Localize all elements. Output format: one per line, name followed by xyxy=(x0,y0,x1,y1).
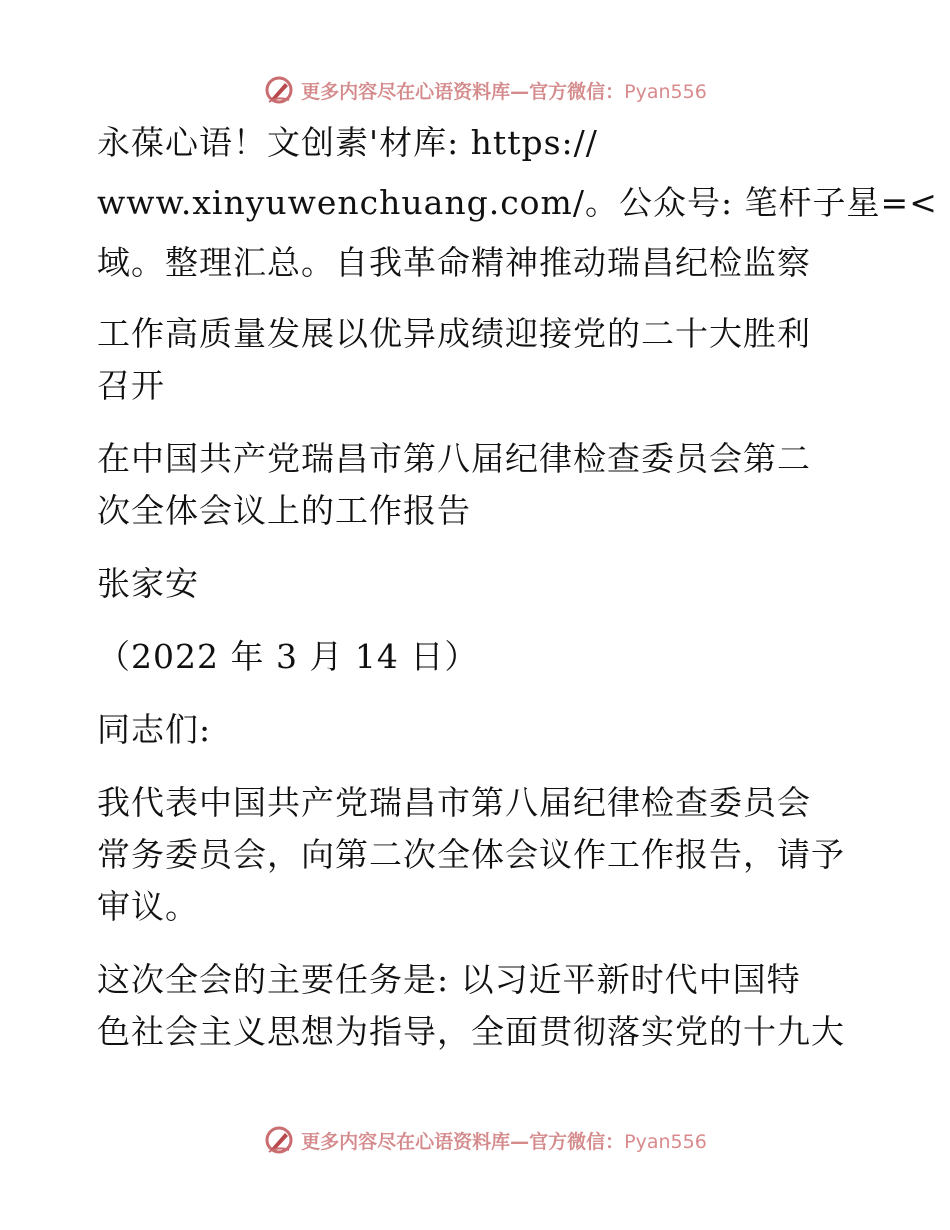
paragraph1-line-1: 我代表中国共产党瑞昌市第八届纪律检查委员会 xyxy=(97,783,811,822)
header-banner-inner xyxy=(263,74,707,106)
footer-banner xyxy=(0,1120,950,1160)
footer-banner-inner xyxy=(263,1124,707,1156)
document-body xyxy=(97,122,938,1052)
paragraph2-line-1: 这次全会的主要任务是: 以习近平新时代中国特 xyxy=(97,960,801,999)
date: （2022 年 3 月 14 日） xyxy=(97,637,479,676)
pen-circle-logo-icon xyxy=(263,1124,295,1156)
header-banner xyxy=(0,70,950,110)
footer-banner-text: 更多内容尽在心语资料库—官方微信：Pyan556 xyxy=(301,1130,707,1153)
salutation: 同志们: xyxy=(97,710,212,749)
intro-line-1: 永葆心语！文创素'材库: https:// xyxy=(97,123,598,162)
subtitle-line-2: 次全体会议上的工作报告 xyxy=(97,491,471,530)
author: 张家安 xyxy=(97,564,199,603)
paragraph1-line-2: 常务委员会，向第二次全体会议作工作报告，请予 xyxy=(97,835,845,874)
title-line-1: 工作高质量发展以优异成绩迎接党的二十大胜利 xyxy=(97,314,811,353)
paragraph1-line-3: 审议。 xyxy=(97,887,199,926)
title-line-2: 召开 xyxy=(97,366,165,405)
pen-circle-logo-icon xyxy=(263,74,295,106)
footer-wechat-id: Pyan556 xyxy=(624,1130,707,1153)
paragraph2-line-2: 色社会主义思想为指导，全面贯彻落实党的十九大 xyxy=(97,1012,845,1051)
subtitle-line-1: 在中国共产党瑞昌市第八届纪律检查委员会第二 xyxy=(97,439,811,478)
header-wechat-id: Pyan556 xyxy=(624,80,707,103)
intro-line-3: 域。整理汇总。自我革命精神推动瑞昌纪检监察 xyxy=(97,243,811,282)
header-banner-text: 更多内容尽在心语资料库—官方微信：Pyan556 xyxy=(301,80,707,103)
intro-line-2: www.xinyuwenchuang.com/。公众号: 笔杆子星=< xyxy=(97,183,938,222)
